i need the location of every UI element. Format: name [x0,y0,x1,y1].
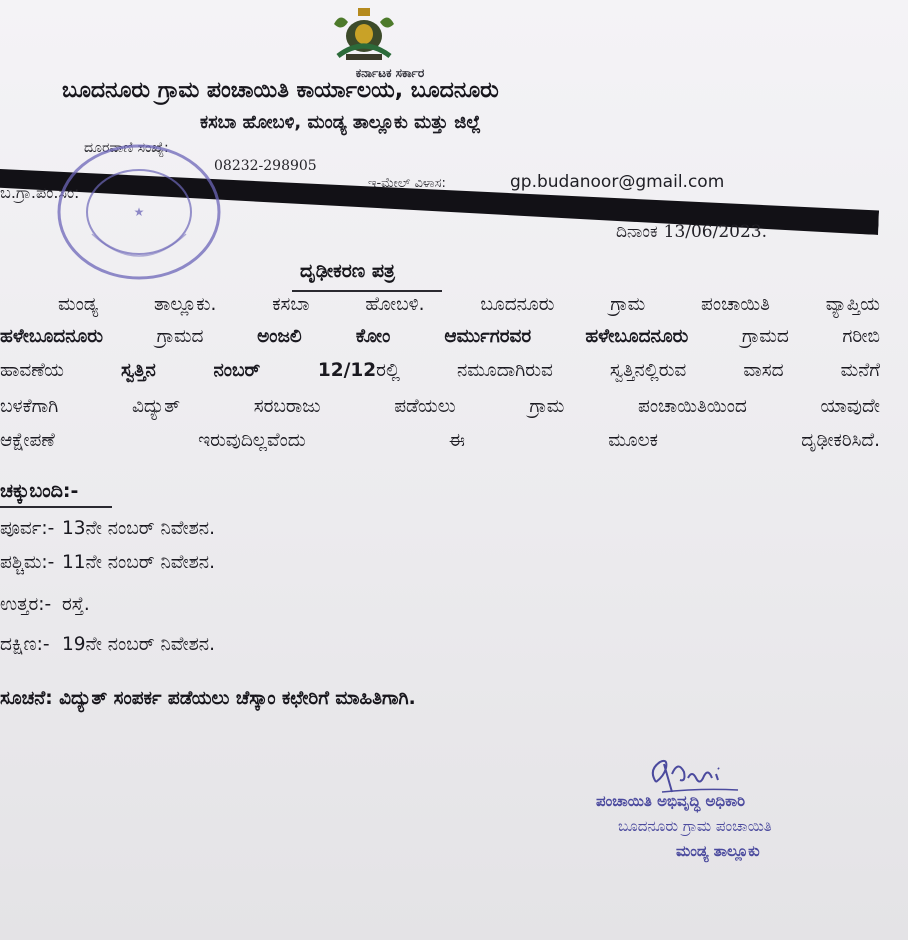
state-emblem-icon [326,6,402,62]
applicant-name: ಅಂಜಲಿ ಕೋಂ ಆರ್ಮುಗರವರ ಹಳೇಬೂದನೂರು [257,326,689,347]
body-line-4: ಬಳಕೆಗಾಗಿ ವಿದ್ಯುತ್ ಸರಬರಾಜು ಪಡೆಯಲು ಗ್ರಾಮ ಪಂಚಾಯಿತಿಯಿಂದ ಯಾವುದೇ [0,396,880,417]
heading-underline [292,290,442,292]
boundaries-title: ಚಕ್ಕುಬಂದಿ:- [0,480,79,502]
date-value: 13/06/2023. [663,222,768,242]
office-seal-icon [52,138,226,286]
boundaries-underline [0,506,112,508]
hobli-line: ಕಸಬಾ ಹೋಬಳಿ, ಮಂಡ್ಯ ತಾಲ್ಲೂಕು ಮತ್ತು ಜಿಲ್ಲೆ [200,112,481,133]
email-address: gp.budanoor@gmail.com [510,172,725,192]
note-line: ಸೂಚನೆ: ವಿದ್ಯುತ್ ಸಂಪರ್ಕ ಪಡೆಯಲು ಚೆಸ್ಕಾಂ ಕಛೇರಿಗೆ ಮಾಹಿತಿಗಾಗಿ. [0,688,416,709]
email-label: ಇ-ಮೇಲ್ ವಿಳಾಸ: [368,176,446,191]
body-line-5: ಆಕ್ಷೇಪಣೆ ಇರುವುದಿಲ್ಲವೆಂದು ಈ ಮೂಲಕ ದೃಢೀಕರಿಸಿದೆ. [0,430,880,451]
boundary-east: ಪೂರ್ವ:- 13ನೇ ನಂಬರ್ ನಿವೇಶನ. [0,518,215,539]
signatory-designation: ಪಂಚಾಯಿತಿ ಅಭಿವೃದ್ಧಿ ಅಧಿಕಾರಿ [596,792,746,810]
village-name: ಹಳೇಬೂದನೂರು [0,326,103,347]
property-number: ಸ್ವತ್ತಿನ ನಂಬರ್ 12/12 [121,360,377,381]
government-label: ಕರ್ನಾಟಕ ಸರ್ಕಾರ [355,66,425,80]
boundary-south: ದಕ್ಷಿಣ:- 19ನೇ ನಂಬರ್ ನಿವೇಶನ. [0,634,215,655]
svg-text:★: ★ [133,205,145,219]
body-line-1: ಮಂಡ್ಯ ತಾಲ್ಲೂಕು. ಕಸಬಾ ಹೋಬಳಿ. ಬೂದನೂರು ಗ್ರಾಮ ಪಂಚಾಯಿತಿ ವ್ಯಾಪ್ತಿಯ [58,294,880,315]
phone-label: ದೂರವಾಣಿ ಸಂಖ್ಯೆ: [84,140,169,156]
date-row [616,222,767,242]
phone-number: 08232-298905 [214,158,317,174]
body-line-3: ಹಾವಣೆಯ ಸ್ವತ್ತಿನ ನಂಬರ್ 12/12ರಲ್ಲಿ ನಮೂದಾಗಿರುವ ಸ್ವತ್ತಿನಲ್ಲಿರುವ ವಾಸದ ಮನೆಗೆ [0,360,880,381]
office-title: ಬೂದನೂರು ಗ್ರಾಮ ಪಂಚಾಯಿತಿ ಕಾರ್ಯಾಲಯ, ಬೂದನೂರು [62,78,499,103]
certificate-heading: ದೃಢೀಕರಣ ಪತ್ರ [300,260,395,282]
boundary-north: ಉತ್ತರ:- ರಸ್ತೆ. [0,594,90,615]
reference-number-label: ಬ.ಗ್ರಾ.ಪಂ.ಸಂ: [0,183,80,202]
signatory-taluk: ಮಂಡ್ಯ ತಾಲ್ಲೂಕು [676,842,760,860]
date-label: ದಿನಾಂಕ [616,222,658,242]
body-line-2: ಹಳೇಬೂದನೂರು ಗ್ರಾಮದ ಅಂಜಲಿ ಕೋಂ ಆರ್ಮುಗರವರ ಹಳೇಬೂದನೂರು ಗ್ರಾಮದ ಗರೀಬಿ [0,326,880,347]
signatory-office: ಬೂದನೂರು ಗ್ರಾಮ ಪಂಚಾಯಿತಿ [618,817,772,835]
boundary-west: ಪಶ್ಚಿಮ:- 11ನೇ ನಂಬರ್ ನಿವೇಶನ. [0,552,215,573]
